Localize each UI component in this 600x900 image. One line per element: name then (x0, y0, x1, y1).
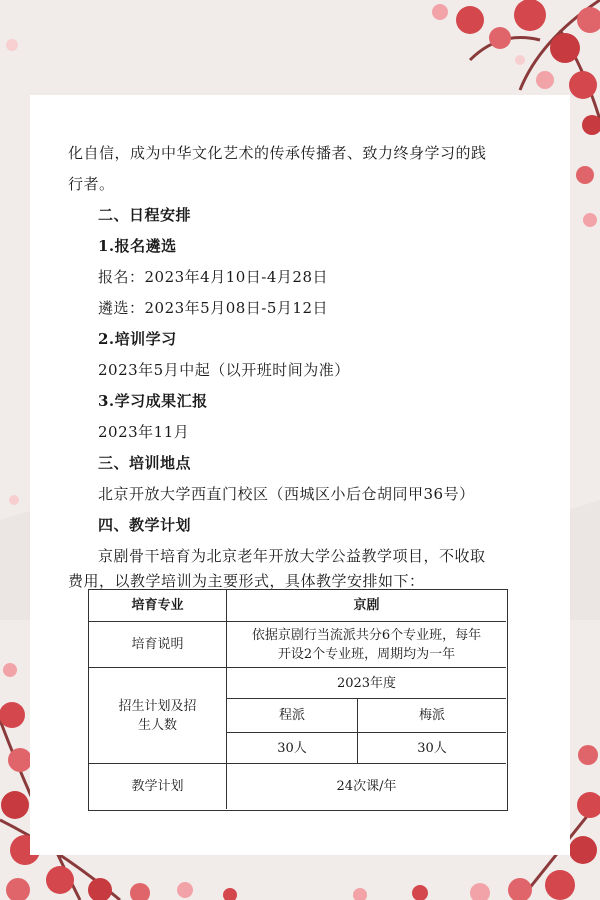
table-label-enrollment (89, 668, 226, 763)
section-location-heading: 三、培训地点 (98, 454, 192, 472)
enrollment-label-line-2: 生人数 (137, 717, 177, 733)
table-count-cheng-school: 30人 (277, 740, 307, 756)
table-value-teaching-plan: 24次课/年 (336, 779, 397, 794)
table-year: 2023年度 (336, 675, 397, 691)
training-start: 2023年5月中起（以开班时间为准） (98, 361, 350, 379)
table-count-mei-school: 30人 (417, 740, 447, 756)
plan-paragraph-line-2: 费用，以教学培训为主要形式，具体教学安排如下： (68, 572, 425, 590)
report-date: 2023年11月 (98, 423, 190, 441)
table-header-cheng-school: 程派 (278, 708, 305, 723)
subsection-registration-heading: 1.报名遴选 (98, 237, 177, 255)
table-value-major: 京剧 (353, 598, 380, 613)
section-plan-heading: 四、教学计划 (98, 516, 192, 534)
selection-dates: 遴选：2023年5月08日-5月12日 (98, 299, 329, 317)
teaching-plan-table (88, 589, 508, 811)
subsection-report-heading: 3.学习成果汇报 (98, 392, 208, 410)
enrollment-label-line-1: 招生计划及招 (118, 698, 197, 714)
plan-paragraph-line-1: 京剧骨干培育为北京老年开放大学公益教学项目，不收取 (98, 547, 486, 565)
table-label-teaching-plan: 教学计划 (131, 779, 184, 794)
description-line-2: 开设2个专业班，周期均为一年 (277, 646, 456, 662)
location-address: 北京开放大学西直门校区（西城区小后仓胡同甲36号） (98, 485, 475, 503)
description-line-1: 依据京剧行当流派共分6个专业班，每年 (251, 627, 482, 643)
table-header-mei-school: 梅派 (418, 708, 445, 723)
document-page (30, 95, 570, 855)
registration-dates: 报名：2023年4月10日-4月28日 (98, 268, 329, 286)
intro-line-1: 化自信，成为中华文化艺术的传承传播者、致力终身学习的践 (68, 144, 487, 162)
subsection-training-heading: 2.培训学习 (98, 330, 177, 348)
section-schedule-heading: 二、日程安排 (98, 206, 192, 224)
table-label-description: 培育说明 (131, 637, 184, 652)
table-value-description (227, 622, 506, 667)
table-label-major: 培育专业 (131, 598, 184, 613)
intro-line-2: 行者。 (68, 175, 115, 193)
